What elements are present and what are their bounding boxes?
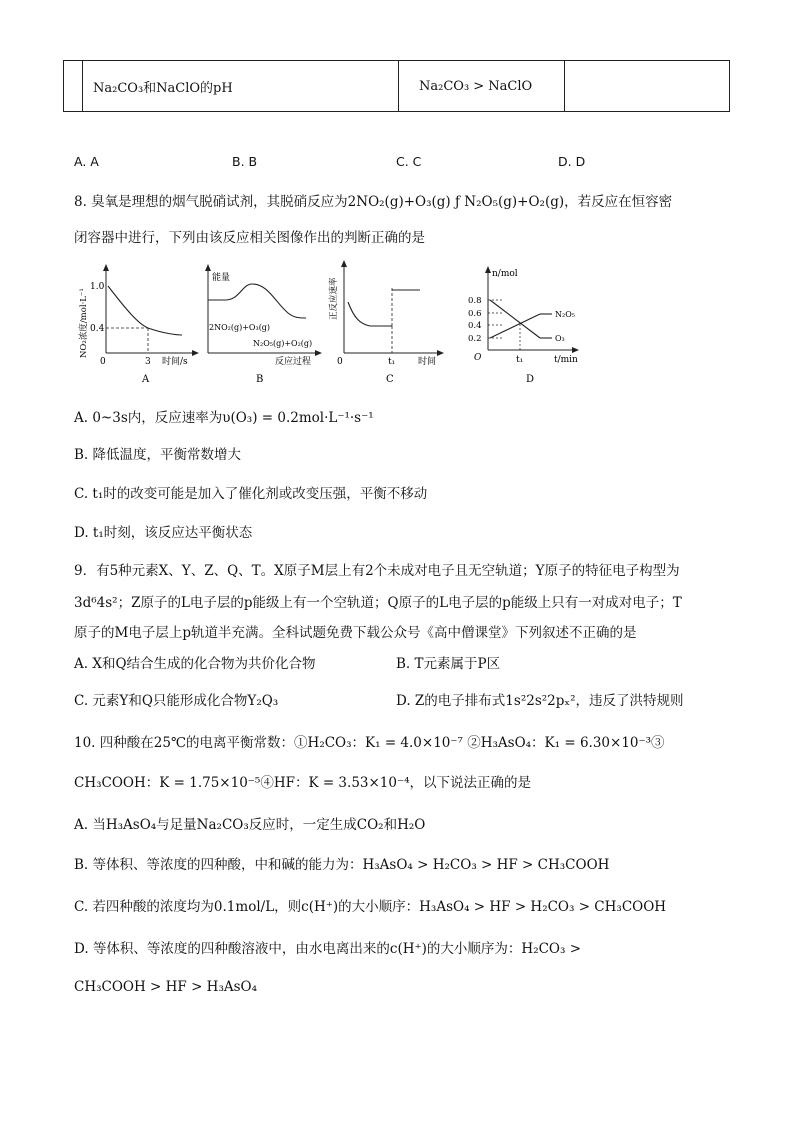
fig-a-ylabel: NO₂浓度/mol·L⁻¹ (79, 288, 89, 358)
q7-option-a: A. A (74, 154, 99, 169)
q8-stem-line1: 8. 臭氧是理想的烟气脱硝试剂，其脱硝反应为2NO₂(g)+O₃(g) ƒ N₂O₅(g)+O₂(g)，若反应在恒容密 (74, 194, 673, 210)
q7-option-b: B. B (232, 154, 258, 169)
q8-option-a: A. 0~3s内，反应速率为υ(O₃) = 0.2mol·L⁻¹·s⁻¹ (74, 410, 374, 426)
q10-option-d: D. 等体积、等浓度的四种酸溶液中，由水电离出来的c(H⁺)的大小顺序为：H₂CO₃ > (74, 941, 582, 957)
fig-b-xlabel: 反应过程 (275, 357, 312, 367)
fig-a-ytick-2: 0.4 (90, 324, 105, 334)
q9-option-b: B. T元素属于P区 (396, 656, 501, 672)
fig-b-reactants: 2NO₂(g)+O₃(g) (209, 323, 271, 332)
q10-option-a: A. 当H₃AsO₄与足量Na₂CO₃反应时，一定生成CO₂和H₂O (74, 817, 426, 833)
fig-d-ylabel: n/mol (492, 269, 518, 279)
fig-d (468, 266, 579, 385)
fig-d-series-o3: O₃ (555, 334, 565, 343)
fig-a-xtick-0: 0 (100, 357, 106, 367)
fig-d-ytick-3: 0.4 (468, 321, 482, 331)
fig-d-series-n2o5: N₂O₅ (555, 310, 575, 319)
q10-option-c: C. 若四种酸的浓度均为0.1mol/L，则c(H⁺)的大小顺序：H₃AsO₄ > HF > H₂CO₃ > CH₃COOH (74, 899, 667, 915)
fig-b (205, 264, 322, 385)
fig-b-products: N₂O₅(g)+O₂(g) (253, 339, 313, 348)
fig-c (328, 260, 444, 385)
q10-option-d-cont: CH₃COOH > HF > H₃AsO₄ (74, 979, 258, 995)
q10-stem-line1: 10. 四种酸在25℃的电离平衡常数：①H₂CO₃：K₁ = 4.0×10⁻⁷ ②H₃AsO₄：K₁ = 6.30×10⁻³③ (74, 735, 665, 751)
fig-c-ylabel: 正反应速率 (329, 277, 339, 320)
q9-stem-line2: 3d⁶4s²；Z原子的L电子层的p能级上有一个空轨道；Q原子的L电子层的p能级上只有一对成对电子；T (74, 595, 682, 611)
q9-option-d: D. Z的电子排布式1s²2s²2pₓ²，违反了洪特规则 (396, 693, 684, 709)
fig-b-ylabel: 能量 (212, 273, 231, 283)
fig-c-caption: C (386, 374, 394, 385)
fig-d-caption: D (526, 374, 535, 385)
fig-a-xlabel: 时间/s (162, 357, 188, 367)
fig-d-origin: O (474, 353, 482, 363)
fig-b-caption: B (256, 374, 264, 385)
fig-c-xtick-0: 0 (337, 357, 343, 367)
fig-a-caption: A (142, 374, 150, 385)
fig-a (78, 264, 199, 385)
fig-d-ytick-2: 0.6 (468, 309, 482, 319)
q9-stem-line1: 9．有5种元素X、Y、Z、Q、T。X原子M层上有2个未成对电子且无空轨道；Y原子的特征电子构型为 (74, 563, 680, 579)
q7-option-c: C. C (396, 154, 422, 169)
q8-stem-line2: 闭容器中进行，下列由该反应相关图像作出的判断正确的是 (74, 230, 425, 246)
fig-d-ytick-1: 0.8 (468, 296, 482, 306)
q9-option-c: C. 元素Y和Q只能形成化合物Y₂Q₃ (74, 693, 279, 709)
table-cell-blank (64, 61, 83, 112)
q8-option-b: B. 降低温度，平衡常数增大 (74, 447, 242, 463)
fig-c-xlabel: 时间 (418, 357, 437, 367)
fig-c-xtick-t1: t₁ (388, 357, 396, 367)
fig-a-xtick-3: 3 (145, 357, 151, 367)
table-cell-extra (565, 61, 730, 112)
fig-d-xtick-t1: t₁ (516, 355, 524, 365)
fig-d-xlabel: t/min (554, 355, 578, 365)
table-cell-item: Na₂CO₃和NaClO的pH (83, 61, 399, 112)
q8-option-c: C. t₁时的改变可能是加入了催化剂或改变压强，平衡不移动 (74, 486, 428, 502)
q10-option-b: B. 等体积、等浓度的四种酸，中和碱的能力为：H₃AsO₄ > H₂CO₃ > HF > CH₃COOH (74, 857, 610, 873)
q10-stem-line2: CH₃COOH：K = 1.75×10⁻⁵④HF：K = 3.53×10⁻⁴，以下说法正确的是 (74, 775, 532, 791)
fig-d-ytick-4: 0.2 (468, 334, 482, 344)
q8-option-d: D. t₁时刻，该反应达平衡状态 (74, 525, 253, 541)
table-row (64, 61, 730, 112)
results-table (63, 60, 730, 112)
q9-option-a: A. X和Q结合生成的化合物为共价化合物 (74, 656, 316, 672)
q9-stem-line3: 原子的M电子层上p轨道半充满。全科试题免费下载公众号《高中僧课堂》下列叙述不正确的是 (74, 625, 637, 641)
fig-a-ytick-1: 1.0 (90, 282, 105, 292)
q7-option-d: D. D (558, 154, 586, 169)
q8-figures (70, 258, 730, 388)
table-cell-result: Na₂CO₃ > NaClO (399, 61, 565, 112)
